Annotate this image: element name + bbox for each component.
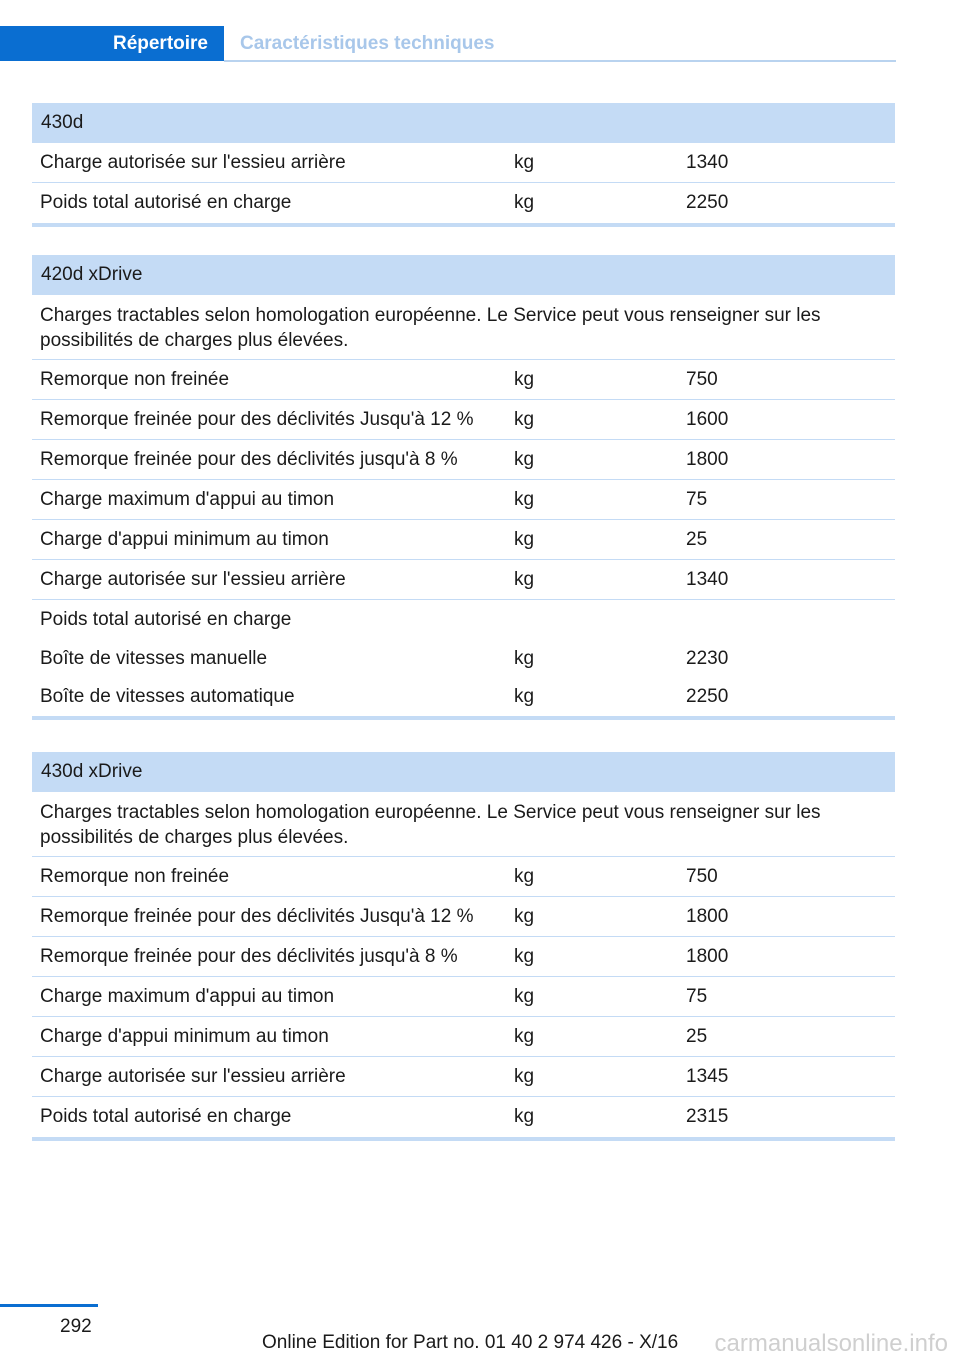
table-row [32, 183, 895, 223]
row-unit: kg [514, 488, 535, 510]
table-end-bar [32, 716, 895, 720]
table-title: 430d xDrive [32, 752, 895, 792]
row-unit: kg [514, 528, 535, 550]
table-row [32, 400, 895, 440]
row-unit: kg [514, 648, 535, 669]
row-label: Remorque freinée pour des déclivités jusqu'à 8 % [40, 448, 458, 470]
row-unit: kg [514, 686, 535, 707]
row-label: Boîte de vitesses automatique [40, 686, 295, 707]
row-label: Remorque freinée pour des déclivités jusqu'à 8 % [40, 945, 458, 967]
table-row [32, 600, 895, 640]
tab-repertoire[interactable]: Répertoire [0, 26, 224, 61]
row-label: Charge d'appui minimum au timon [40, 528, 329, 550]
row-label: Charge d'appui minimum au timon [40, 1025, 329, 1047]
row-label: Remorque non freinée [40, 368, 230, 390]
watermark: carmanualsonline.info [714, 1330, 948, 1357]
row-label: Poids total autorisé en charge [40, 609, 292, 630]
row-value: 750 [686, 368, 718, 390]
spec-table-420d-xdrive [32, 255, 895, 720]
row-value: 1340 [686, 568, 729, 590]
row-unit: kg [514, 865, 535, 887]
row-value: 25 [686, 528, 708, 550]
row-label: Poids total autorisé en charge [40, 192, 292, 213]
row-value: 75 [686, 985, 708, 1007]
row-value: 75 [686, 488, 708, 510]
row-unit: kg [514, 568, 535, 590]
table-title: 430d [32, 103, 895, 143]
row-value: 2250 [686, 192, 729, 213]
row-unit: kg [514, 985, 535, 1007]
table-row [32, 480, 895, 520]
table-row [32, 678, 895, 716]
spec-table-430d-xdrive [32, 752, 895, 1141]
page-number-rule [0, 1304, 98, 1307]
tab-caracteristiques-techniques[interactable]: Caractéristiques techniques [240, 32, 495, 54]
row-label: Charge autorisée sur l'essieu arrière [40, 1065, 346, 1087]
header-bar [0, 0, 960, 62]
row-value: 1800 [686, 448, 729, 470]
row-label: Poids total autorisé en charge [40, 1106, 292, 1127]
table-row [32, 897, 895, 937]
page-number: 292 [60, 1316, 92, 1337]
table-row [32, 640, 895, 678]
table-row [32, 977, 895, 1017]
row-value: 25 [686, 1025, 708, 1047]
row-value: 2230 [686, 648, 729, 669]
row-label: Remorque freinée pour des déclivités Jusqu'à 12 % [40, 408, 474, 430]
row-unit: kg [514, 1106, 535, 1127]
row-unit: kg [514, 408, 535, 430]
row-unit: kg [514, 192, 535, 213]
row-label: Charge autorisée sur l'essieu arrière [40, 568, 346, 590]
header-divider [224, 60, 896, 62]
row-label: Boîte de vitesses manuelle [40, 648, 268, 669]
row-unit: kg [514, 368, 535, 390]
row-label: Charge autorisée sur l'essieu arrière [40, 151, 346, 173]
row-value: 1800 [686, 905, 729, 927]
table-row [32, 360, 895, 400]
table-row [32, 1057, 895, 1097]
table-row [32, 857, 895, 897]
spec-table-430d [32, 103, 895, 227]
row-unit: kg [514, 945, 535, 967]
table-row [32, 143, 895, 183]
table-row [32, 440, 895, 480]
row-label: Charge maximum d'appui au timon [40, 488, 335, 510]
table-end-bar [32, 1137, 895, 1141]
row-unit: kg [514, 1065, 535, 1087]
row-label: Remorque non freinée [40, 865, 230, 887]
table-row [32, 1097, 895, 1137]
row-value: 1800 [686, 945, 729, 967]
row-value: 2250 [686, 686, 729, 707]
row-value: 1340 [686, 151, 729, 173]
row-label: Remorque freinée pour des déclivités Jusqu'à 12 % [40, 905, 474, 927]
table-row [32, 1017, 895, 1057]
table-note: Charges tractables selon homologation européenne. Le Service peut vous renseigner sur les possibilités de charges plus élevées. [32, 792, 895, 857]
row-label: Charge maximum d'appui au timon [40, 985, 335, 1007]
edition-footer: Online Edition for Part no. 01 40 2 974 426 - X/16 [262, 1332, 679, 1353]
row-value: 750 [686, 865, 718, 887]
row-value: 2315 [686, 1106, 729, 1127]
row-unit: kg [514, 448, 535, 470]
table-row [32, 560, 895, 600]
table-row [32, 520, 895, 560]
row-value: 1345 [686, 1065, 729, 1087]
row-unit: kg [514, 1025, 535, 1047]
table-note: Charges tractables selon homologation européenne. Le Service peut vous renseigner sur les possibilités de charges plus élevées. [32, 295, 895, 360]
table-title: 420d xDrive [32, 255, 895, 295]
table-end-bar [32, 223, 895, 227]
table-row [32, 937, 895, 977]
row-unit: kg [514, 151, 535, 173]
row-value: 1600 [686, 408, 729, 430]
row-unit: kg [514, 905, 535, 927]
